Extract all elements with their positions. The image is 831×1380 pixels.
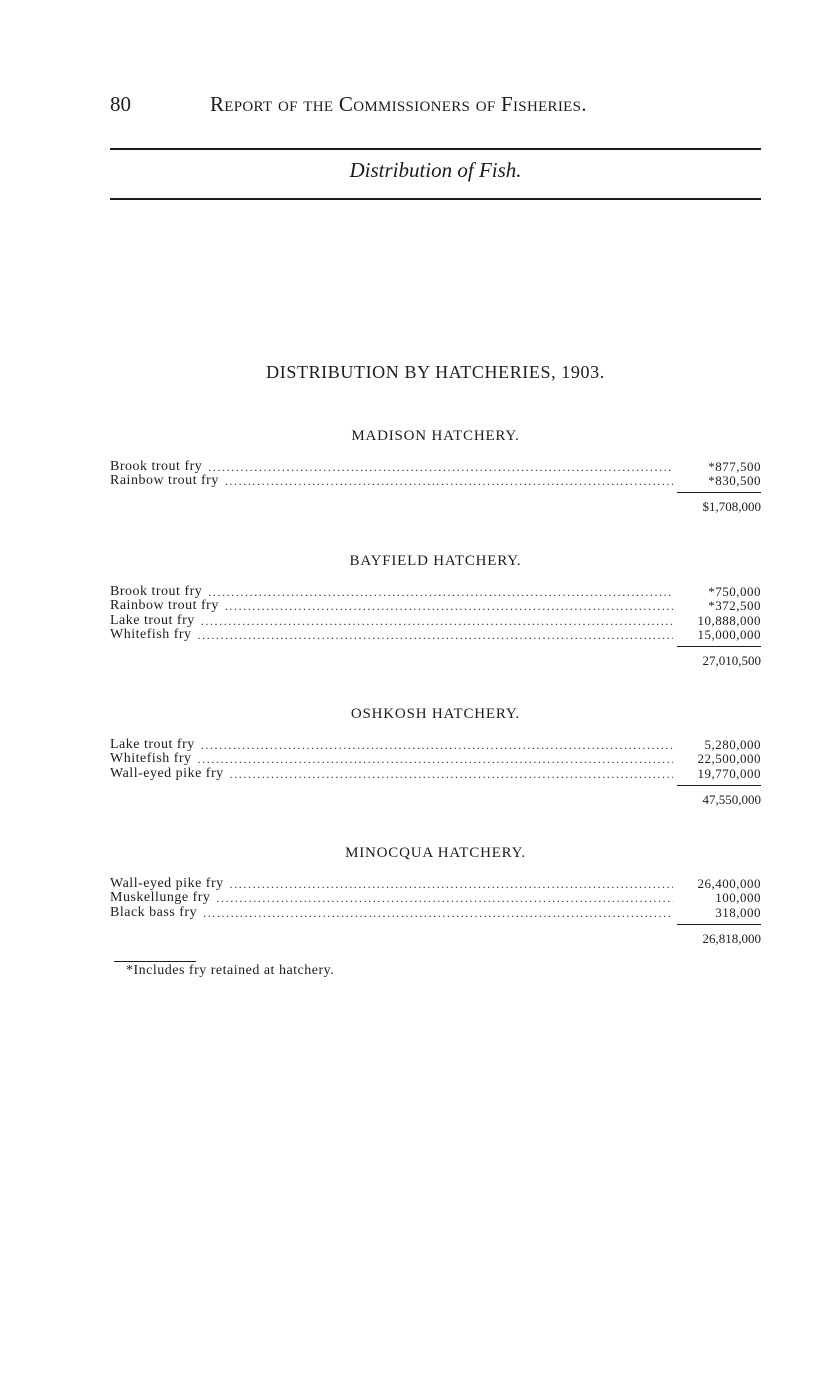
hatchery-name: MINOCQUA HATCHERY. [345,845,526,861]
dot-leader [198,752,673,766]
dot-leader [208,460,673,474]
entry-label: Whitefish fry [110,627,192,642]
entry-value: 100,000 [715,890,761,905]
list-item [110,474,761,489]
entry-value: 10,888,000 [697,612,761,628]
list-item [110,876,761,891]
entry-label: Brook trout fry [110,458,203,474]
entry-label: Lake trout fry [110,612,195,628]
total-value: $1,708,000 [677,492,761,515]
list-item [110,737,761,752]
entry-value: *750,000 [708,583,761,599]
dot-leader [225,599,673,613]
hatchery-name: MADISON HATCHERY. [351,428,520,444]
running-title: Report of the Commissioners of Fisheries. [210,92,587,116]
hatchery-bayfield [110,553,761,669]
footnote-rule [114,961,196,962]
entry-value: *830,500 [708,473,761,488]
entry-label: Brook trout fry [110,583,203,599]
dot-leader [201,614,673,628]
entry-value: 19,770,000 [697,765,761,781]
hatchery-name: BAYFIELD HATCHERY. [349,553,522,569]
total-row [110,924,761,947]
hatchery-oshkosh [110,706,761,808]
entry-value: *877,500 [708,458,761,474]
dot-leader [203,906,673,920]
bottom-rule [110,198,761,200]
dot-leader [216,891,673,905]
hatchery-minocqua [110,845,761,947]
total-value: 26,818,000 [677,924,761,947]
entry-label: Rainbow trout fry [110,473,219,488]
entry-value: 22,500,000 [697,751,761,766]
entry-label: Muskellunge fry [110,890,211,905]
list-item [110,905,761,920]
entry-value: *372,500 [708,598,761,613]
list-item [110,752,761,767]
list-item [110,766,761,781]
list-item [110,459,761,474]
list-item [110,613,761,628]
entry-label: Wall-eyed pike fry [110,765,224,781]
entry-label: Black bass fry [110,904,198,920]
list-item [110,628,761,643]
top-rule [110,148,761,150]
dot-leader [230,877,673,891]
entry-value: 26,400,000 [697,875,761,891]
dot-leader [230,767,673,781]
main-title: DISTRIBUTION BY HATCHERIES, 1903. [266,362,605,382]
dot-leader [225,474,673,488]
total-row [110,646,761,669]
list-item [110,584,761,599]
hatchery-madison [110,428,761,515]
total-value: 27,010,500 [677,646,761,669]
total-row [110,492,761,515]
footnote: *Includes fry retained at hatchery. [126,963,335,978]
entry-label: Wall-eyed pike fry [110,875,224,891]
entry-value: 318,000 [715,904,761,920]
list-item [110,891,761,906]
page-number: 80 [110,92,131,116]
entry-label: Lake trout fry [110,736,195,752]
dot-leader [208,585,673,599]
dot-leader [198,628,673,642]
hatchery-name: OSHKOSH HATCHERY. [350,706,521,722]
section-heading: Distribution of Fish. [349,158,522,182]
entry-value: 5,280,000 [704,736,761,752]
total-value: 47,550,000 [677,785,761,808]
running-head [110,92,670,122]
list-item [110,599,761,614]
entry-label: Rainbow trout fry [110,598,219,613]
entry-label: Whitefish fry [110,751,192,766]
total-row [110,785,761,808]
entry-value: 15,000,000 [697,627,761,642]
dot-leader [201,738,673,752]
